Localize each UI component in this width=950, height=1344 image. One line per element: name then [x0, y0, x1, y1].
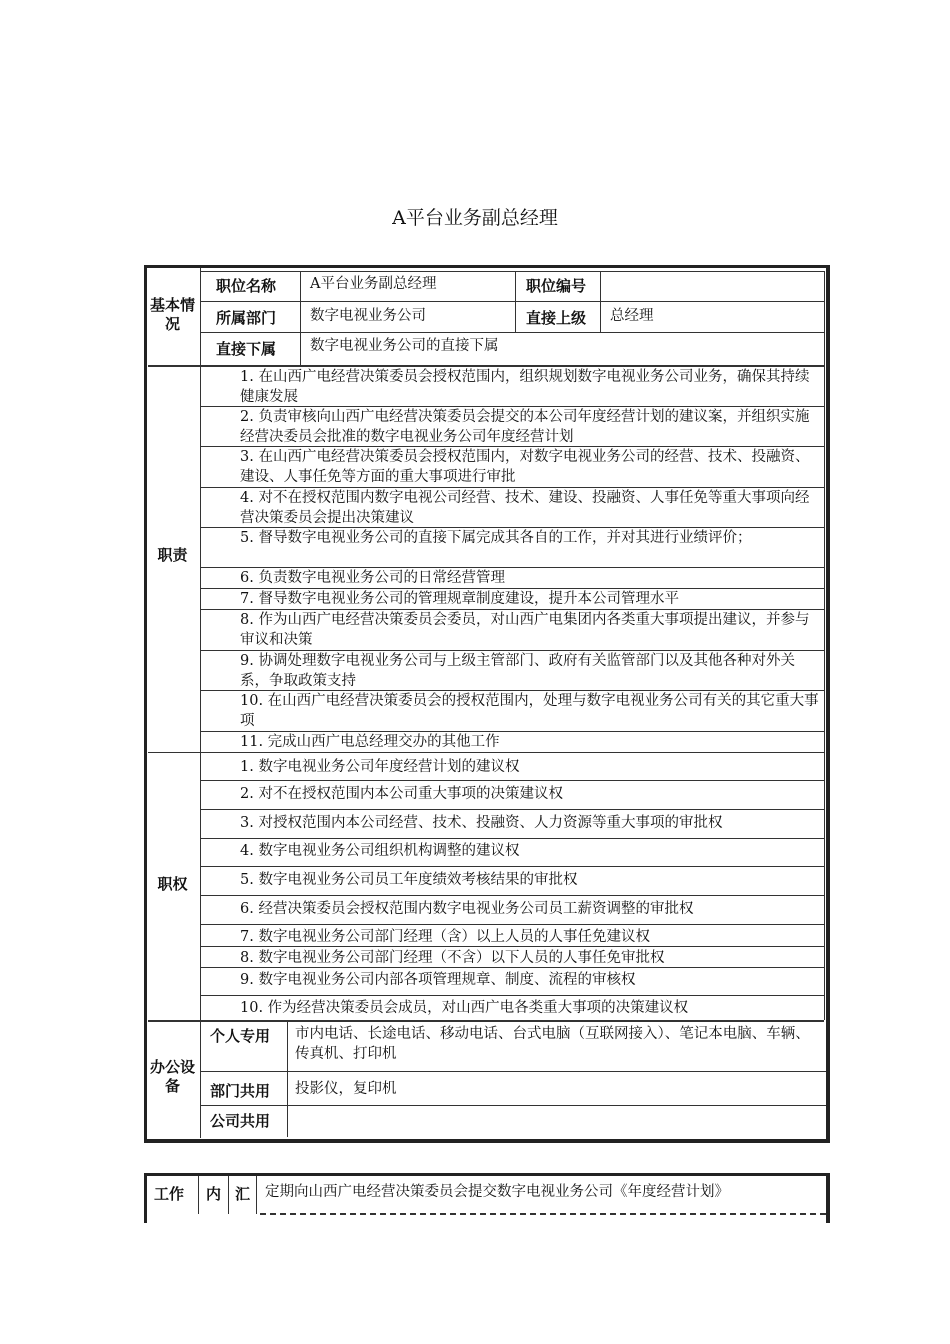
duty-item: 11. 完成山西广电总经理交办的其他工作	[240, 734, 500, 750]
position-name-value: A平台业务副总经理	[310, 276, 437, 292]
divider	[200, 271, 824, 272]
duty-item: 2. 负责审核向山西广电经营决策委员会提交的本公司年度经营计划的建议案，并组织实施经营决委员会批准的数字电视业务公司年度经营计划	[240, 409, 810, 445]
section-duties: 职责	[157, 546, 188, 564]
right-item: 6. 经营决策委员会授权范围内数字电视业务公司员工薪资调整的审批权	[240, 901, 694, 917]
dept-label: 部门共用	[210, 1082, 271, 1100]
divider	[260, 1213, 826, 1215]
subordinate-label: 直接下属	[216, 340, 277, 358]
company-label: 公司共用	[210, 1112, 271, 1130]
divider	[200, 809, 824, 810]
divider	[300, 271, 301, 365]
divider	[200, 1071, 826, 1072]
divider	[200, 895, 824, 896]
section-rights: 职权	[157, 875, 188, 893]
divider	[200, 838, 824, 839]
divider	[824, 271, 825, 365]
divider	[200, 866, 824, 867]
divider	[200, 1105, 826, 1106]
position-code-label: 职位编号	[526, 277, 587, 295]
divider	[287, 1021, 288, 1137]
right-item: 5. 数字电视业务公司员工年度绩效考核结果的审批权	[240, 872, 578, 888]
duty-item: 1. 在山西广电经营决策委员会授权范围内，组织规划数字电视业务公司业务，确保其持续健康发展	[240, 369, 810, 405]
divider	[148, 752, 824, 753]
right-item: 4. 数字电视业务公司组织机构调整的建议权	[240, 843, 520, 859]
divider	[200, 268, 201, 1138]
section-equipment: 办公设备	[149, 1058, 195, 1095]
personal-value: 市内电话、长途电话、移动电话、台式电脑（互联网接入）、笔记本电脑、车辆、传真机、打印机	[295, 1026, 810, 1062]
right-item: 2. 对不在授权范围内本公司重大事项的决策建议权	[240, 786, 563, 802]
divider	[148, 1020, 824, 1022]
right-item: 1. 数字电视业务公司年度经营计划的建议权	[240, 759, 520, 775]
personal-label: 个人专用	[210, 1027, 271, 1045]
duty-item: 7. 督导数字电视业务公司的管理规章制度建设，提升本公司管理水平	[240, 591, 679, 607]
duty-item: 5. 督导数字电视业务公司的直接下属完成其各自的工作，并对其进行业绩评价；	[240, 530, 752, 546]
superior-label: 直接上级	[526, 309, 587, 327]
work-col-report: 汇	[235, 1185, 251, 1203]
divider	[515, 271, 516, 332]
divider	[200, 995, 824, 996]
divider	[200, 780, 824, 781]
right-item: 8. 数字电视业务公司部门经理（不含）以下人员的人事任免审批权	[240, 950, 665, 966]
page-title: A平台业务副总经理	[392, 207, 558, 229]
duty-item: 8. 作为山西广电经营决策委员会委员，对山西广电集团内各类重大事项提出建议，并参与审议和决策	[240, 612, 810, 648]
superior-value: 总经理	[610, 308, 654, 324]
work-col-inner: 内	[206, 1185, 222, 1203]
duty-item: 10. 在山西广电经营决策委员会的授权范围内，处理与数字电视业务公司有关的其它重大事项	[240, 693, 819, 729]
right-item: 3. 对授权范围内本公司经营、技术、投融资、人力资源等重大事项的审批权	[240, 815, 723, 831]
divider	[200, 301, 824, 302]
duty-item: 6. 负责数字电视业务公司的日常经营管理	[240, 570, 505, 586]
duty-item: 9. 协调处理数字电视业务公司与上级主管部门、政府有关监管部门以及其他各种对外关系，争取政策支持	[240, 653, 795, 689]
right-item: 9. 数字电视业务公司内部各项管理规章、制度、流程的审核权	[240, 972, 636, 988]
divider	[200, 924, 824, 925]
divider	[200, 332, 824, 333]
position-name-label: 职位名称	[216, 277, 277, 295]
section-basic: 基本情况	[149, 296, 195, 333]
subordinate-value: 数字电视业务公司的直接下属	[310, 338, 499, 354]
work-section: 工作	[154, 1185, 185, 1203]
divider	[600, 271, 601, 332]
department-label: 所属部门	[216, 309, 277, 327]
divider	[198, 1176, 199, 1214]
duty-item: 4. 对不在授权范围内数字电视公司经营、技术、建设、投融资、人事任免等重大事项向经营决策委员会提出决策建议	[240, 490, 810, 526]
right-item: 10. 作为经营决策委员会成员，对山西广电各类重大事项的决策建议权	[240, 1000, 689, 1016]
duty-item: 3. 在山西广电经营决策委员会授权范围内，对数字电视业务公司的经营、技术、投融资、建设、人事任免等方面的重大事项进行审批	[240, 449, 810, 485]
divider	[256, 1176, 257, 1214]
right-item: 7. 数字电视业务公司部门经理（含）以上人员的人事任免建议权	[240, 929, 650, 945]
department-value: 数字电视业务公司	[310, 308, 426, 324]
divider	[228, 1176, 229, 1214]
work-text: 定期向山西广电经营决策委员会提交数字电视业务公司《年度经营计划》	[265, 1184, 729, 1200]
dept-value: 投影仪，复印机	[295, 1081, 397, 1097]
divider	[824, 365, 825, 1020]
